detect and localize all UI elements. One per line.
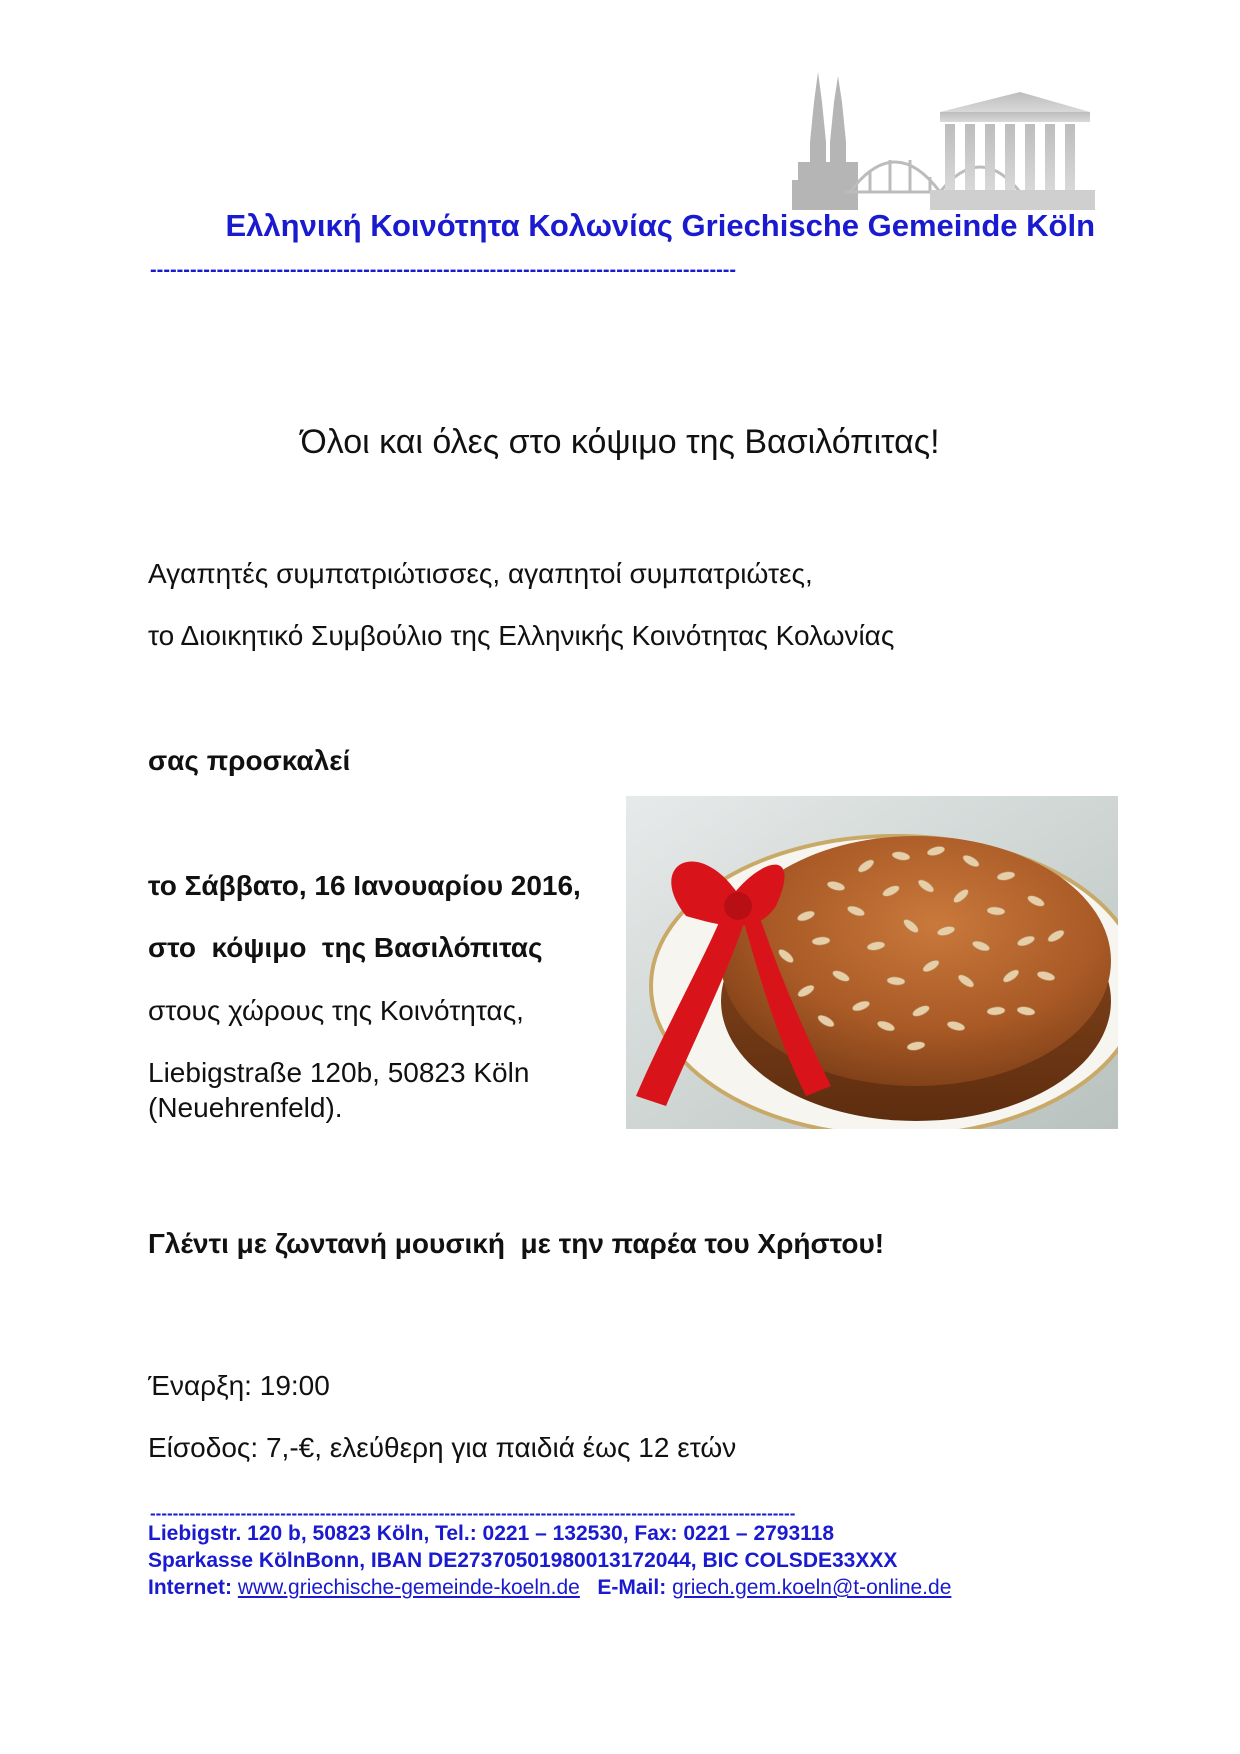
invites-text: σας προσκαλεί xyxy=(148,745,351,776)
address-line-1: Liebigstraße 120b, 50823 Köln xyxy=(148,1057,530,1088)
board-text: το Διοικητικό Συμβούλιο της Ελληνικής Κοινότητας Κολωνίας xyxy=(148,620,895,651)
footer-internet xyxy=(148,1576,951,1600)
invitation-headline: Όλοι και όλες στο κόψιμο της Βασιλόπιτας! xyxy=(300,423,940,461)
event-name: στο κόψιμο της Βασιλόπιτας xyxy=(148,932,543,963)
internet-label: Internet: xyxy=(148,1576,232,1599)
start-time: Έναρξη: 19:00 xyxy=(148,1370,330,1401)
organization-title: Ελληνική Κοινότητα Κολωνίας Griechische Gemeinde Köln xyxy=(225,208,1095,243)
footer-divider: ------------------------------------------------------------------------------------------------------------------ xyxy=(150,1504,796,1523)
greeting-text: Αγαπητές συμπατριώτισσες, αγαπητοί συμπατριώτες, xyxy=(148,558,813,589)
website-link[interactable]: www.griechische-gemeinde-koeln.de xyxy=(237,1576,580,1599)
music-announcement: Γλέντι με ζωντανή μουσική με την παρέα του Χρήστου! xyxy=(148,1228,885,1259)
venue-text: στους χώρους της Κοινότητας, xyxy=(148,995,524,1026)
vasilopita-cake-photo xyxy=(626,796,1118,1129)
footer-bank: Sparkasse KölnBonn, IBAN DE27370501980013172044, BIC COLSDE33XXX xyxy=(148,1549,898,1572)
footer-contact: Liebigstr. 120 b, 50823 Köln, Tel.: 0221 – 132530, Fax: 0221 – 2793118 xyxy=(148,1522,835,1545)
header-divider: ---------------------------------------------------------------------------------------- xyxy=(150,259,737,281)
email-link[interactable]: griech.gem.koeln@t-online.de xyxy=(672,1576,952,1599)
email-label: E-Mail: xyxy=(597,1576,667,1599)
entry-fee: Είσοδος: 7,-€, ελεύθερη για παιδιά έως 12 ετών xyxy=(148,1432,737,1463)
address-line-2: (Neuehrenfeld). xyxy=(148,1092,343,1123)
cologne-cathedral-bridge-parthenon-logo xyxy=(790,72,1095,210)
event-date: το Σάββατο, 16 Ιανουαρίου 2016, xyxy=(148,870,581,901)
